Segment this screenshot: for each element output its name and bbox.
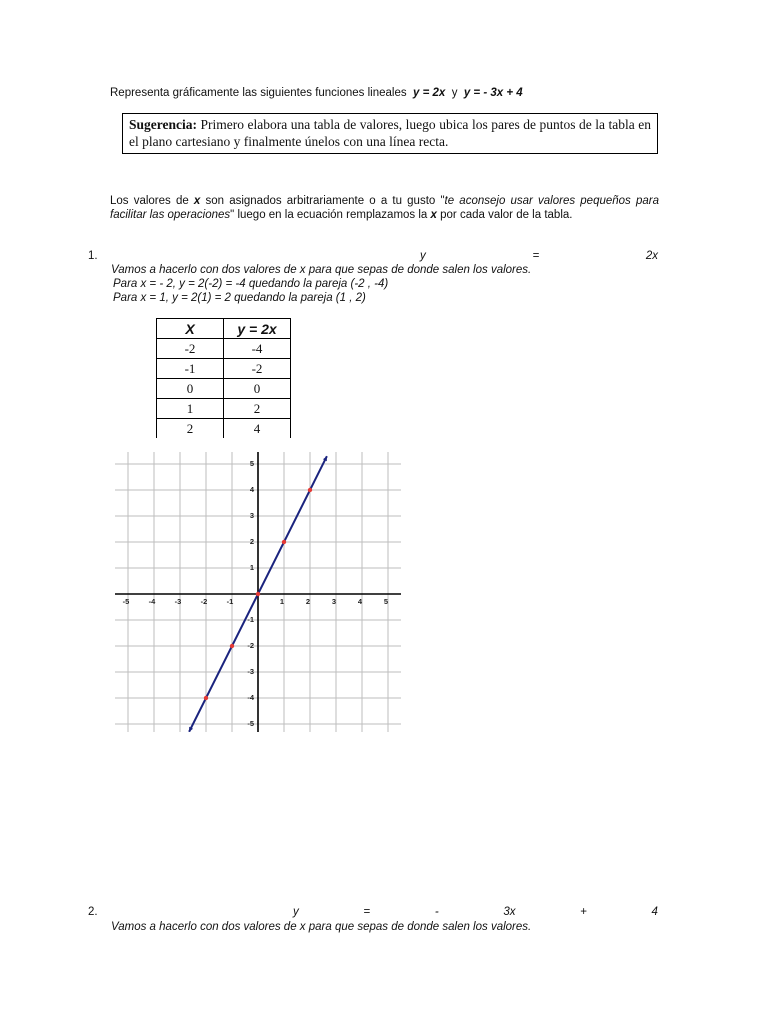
table-header-x: X: [157, 319, 224, 339]
eq2-part-3x: 3x: [503, 906, 516, 918]
hint-box: [122, 113, 658, 154]
para-var2: x: [430, 209, 437, 221]
x-tick-label: 5: [383, 597, 389, 606]
y-tick-label: -1: [247, 615, 254, 624]
para-italic: te aconsejo usar valores pequeños para facilitar las operaciones: [110, 195, 659, 221]
table-cell: 2: [157, 419, 224, 439]
table-cell: 4: [224, 419, 291, 439]
table-cell: -2: [157, 339, 224, 359]
table-row: [157, 419, 291, 439]
x-tick-label: -5: [122, 597, 130, 606]
intro-eq1: y = 2x: [413, 87, 446, 99]
table-row: [157, 379, 291, 399]
table-cell: -2: [224, 359, 291, 379]
para-var1: x: [193, 195, 201, 207]
eq2-part-plus: +: [580, 906, 587, 918]
intro-eq2: y = - 3x + 4: [463, 87, 523, 99]
plot-point: [282, 540, 286, 544]
x-tick-label: -3: [174, 597, 182, 606]
table-cell: 0: [157, 379, 224, 399]
table-cell: 2: [224, 399, 291, 419]
section1-example2: Para x = 1, y = 2(1) = 2 quedando la pareja (1 , 2): [113, 292, 366, 304]
y-tick-label: -3: [247, 667, 254, 676]
section2-number: 2.: [88, 906, 98, 918]
x-tick-label: 2: [305, 597, 311, 606]
eq2-part-4: 4: [651, 906, 658, 918]
table-row: [157, 339, 291, 359]
plot-point: [256, 592, 260, 596]
table-row: [157, 359, 291, 379]
x-tick-label: 1: [279, 597, 285, 606]
x-tick-label: -2: [200, 597, 208, 606]
eq1-part-equals: =: [532, 250, 540, 262]
y-tick-label: 5: [249, 459, 254, 468]
x-tick-label: 4: [357, 597, 363, 606]
table-header-y: y = 2x: [224, 319, 291, 339]
para-part2: son asignados arbitrariamente o a tu gusto ": [205, 195, 445, 207]
section1-example1: Para x = - 2, y = 2(-2) = -4 quedando la pareja (-2 , -4): [113, 278, 389, 290]
intro-text: Representa gráficamente las siguientes funciones lineales: [110, 87, 407, 99]
y-tick-label: -5: [247, 719, 254, 728]
eq2-part-y: y: [293, 906, 299, 918]
x-tick-label: -1: [226, 597, 234, 606]
section1-explain: Vamos a hacerlo con dos valores de x para que sepas de donde salen los valores.: [111, 264, 532, 276]
cartesian-graph: [108, 452, 408, 732]
explanation-paragraph: [110, 194, 659, 222]
table-row: [157, 399, 291, 419]
y-tick-label: -2: [247, 641, 254, 650]
para-part1: Los valores de: [110, 195, 189, 207]
table-cell: 1: [157, 399, 224, 419]
y-tick-label: 4: [249, 485, 254, 494]
plot-point: [308, 488, 312, 492]
y-tick-label: 2: [249, 537, 254, 546]
hint-text: Primero elabora una tabla de valores, luego ubica los pares de puntos de la tabla en el plano cartesiano y finalmente únelos con una línea recta.: [129, 117, 652, 149]
table-cell: 0: [224, 379, 291, 399]
eq1-part-2x: 2x: [645, 250, 658, 262]
y-tick-label: -4: [247, 693, 254, 702]
x-tick-label: 3: [331, 597, 337, 606]
y-tick-label: 1: [249, 563, 254, 572]
table-cell: -4: [224, 339, 291, 359]
y-tick-label: 3: [249, 511, 254, 520]
plot-point: [204, 696, 208, 700]
plot-point: [230, 644, 234, 648]
para-part3: " luego en la ecuación remplazamos la: [230, 209, 428, 221]
section2-explain: Vamos a hacerlo con dos valores de x para que sepas de donde salen los valores.: [111, 921, 532, 933]
intro-conj: y: [451, 87, 458, 99]
eq1-part-y: y: [420, 250, 426, 262]
table-cell: -1: [157, 359, 224, 379]
x-tick-label: -4: [148, 597, 156, 606]
values-table: [156, 318, 291, 438]
table-header-row: [157, 319, 291, 339]
section1-number: 1.: [88, 250, 98, 262]
section1-equation: [420, 250, 658, 262]
hint-label: Sugerencia:: [129, 117, 197, 132]
eq2-part-minus: -: [434, 906, 439, 918]
eq2-part-equals: =: [363, 906, 371, 918]
section2-equation: [293, 906, 658, 918]
para-part4: por cada valor de la tabla.: [440, 209, 573, 221]
intro-line: [110, 86, 670, 100]
